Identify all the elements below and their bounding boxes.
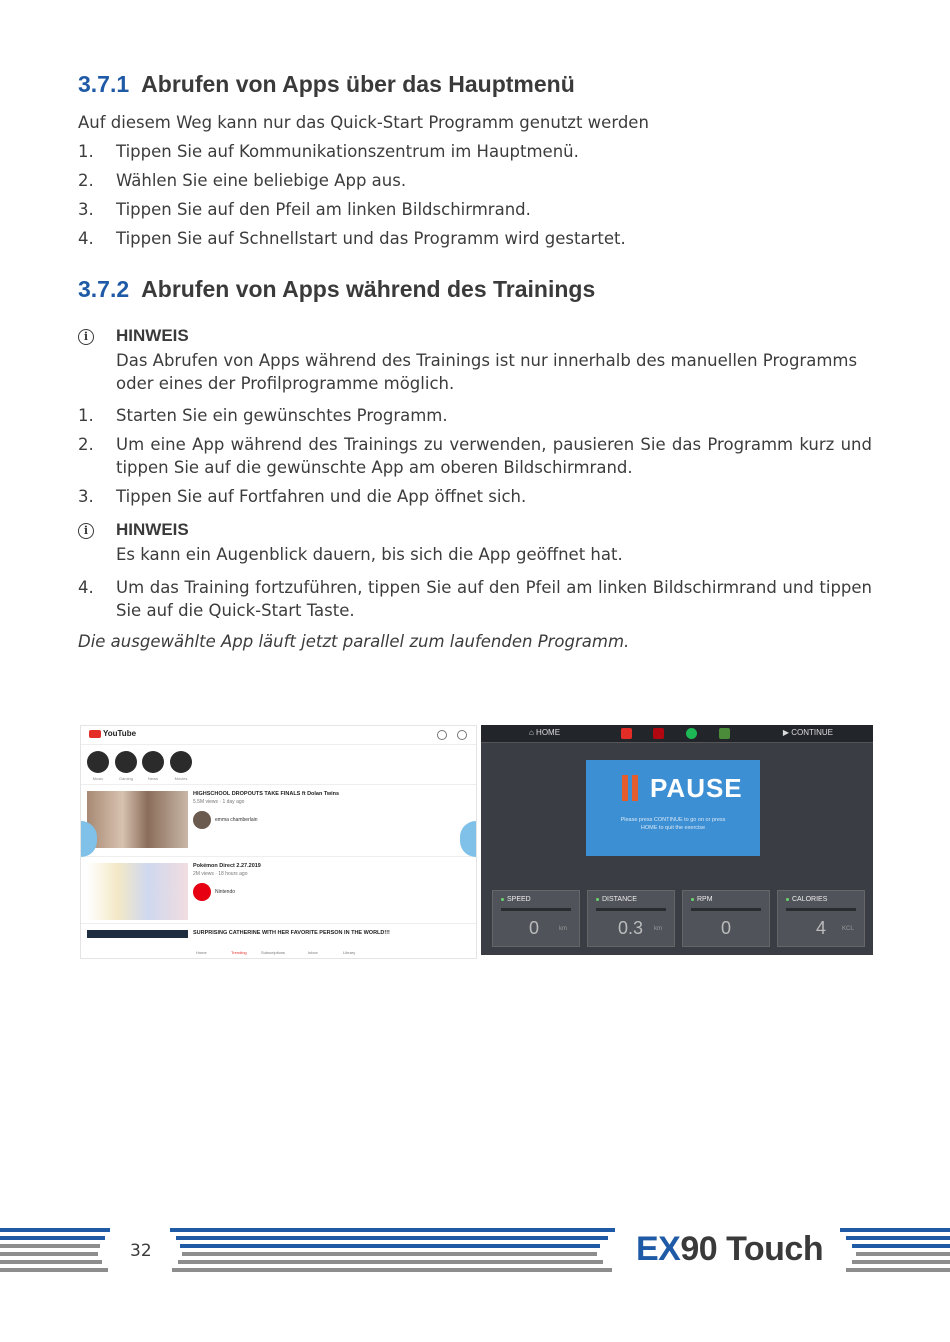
tile-divider bbox=[691, 908, 761, 911]
category-label: Movies bbox=[174, 776, 188, 781]
brand-logo bbox=[636, 1230, 823, 1269]
youtube-bottom-nav bbox=[81, 938, 476, 958]
right-stripes bbox=[840, 1228, 950, 1272]
channel-name: emma chamberlain bbox=[215, 817, 258, 823]
video-item[interactable] bbox=[81, 856, 476, 927]
list-number: 1. bbox=[78, 142, 94, 161]
tile-value: 0 bbox=[529, 918, 540, 938]
movies-category-icon[interactable] bbox=[170, 751, 192, 773]
note-text: Es kann ein Augenblick dauern, bis sich die App geöffnet hat. bbox=[116, 545, 623, 564]
pause-icon bbox=[622, 775, 628, 801]
list-number: 3. bbox=[78, 487, 94, 506]
list-text: Starten Sie ein gewünschtes Programm. bbox=[116, 406, 448, 425]
nav-home[interactable]: Home bbox=[196, 950, 207, 955]
tile-value: 4 bbox=[816, 918, 827, 938]
middle-stripes bbox=[170, 1228, 615, 1272]
list-text: Um das Training fortzuführen, tippen Sie auf den Pfeil am linken Bildschirmrand und tippen Sie auf die Quick-Start Taste. bbox=[116, 578, 872, 620]
channel-avatar[interactable] bbox=[193, 883, 211, 901]
section-title: Abrufen von Apps über das Hauptmenü bbox=[141, 71, 575, 97]
intro-text: Auf diesem Weg kann nur das Quick-Start Programm genutzt werden bbox=[78, 113, 649, 132]
account-icon[interactable] bbox=[457, 730, 467, 740]
section-number: 3.7.2 bbox=[78, 276, 130, 302]
channel-avatar[interactable] bbox=[193, 811, 211, 829]
category-label: Music bbox=[92, 776, 104, 781]
info-icon: i bbox=[78, 523, 94, 539]
list-text: Tippen Sie auf Kommunikationszentrum im Hauptmenü. bbox=[116, 142, 579, 161]
youtube-screenshot bbox=[80, 725, 477, 959]
closing-text: Die ausgewählte App läuft jetzt parallel zum laufenden Programm. bbox=[78, 632, 630, 651]
left-stripes bbox=[0, 1228, 110, 1272]
pause-subtitle: Please press CONTINUE to go on or press HOME to quit the exercise bbox=[620, 817, 726, 831]
calories-tile bbox=[777, 890, 865, 947]
list-number: 1. bbox=[78, 406, 94, 425]
nav-trending[interactable]: Trending bbox=[231, 950, 247, 955]
console-topbar bbox=[481, 725, 873, 743]
search-icon[interactable] bbox=[437, 730, 447, 740]
video-meta: 5.5M views · 1 day ago bbox=[193, 799, 245, 805]
info-icon: i bbox=[78, 329, 94, 345]
speed-tile bbox=[492, 890, 580, 947]
gaming-category-icon[interactable] bbox=[115, 751, 137, 773]
netflix-app-icon[interactable] bbox=[653, 728, 664, 739]
tile-label: DISTANCE bbox=[596, 896, 637, 903]
pause-screenshot bbox=[481, 725, 873, 955]
list-number: 2. bbox=[78, 171, 94, 190]
rpm-tile bbox=[682, 890, 770, 947]
pause-title: PAUSE bbox=[650, 773, 743, 803]
tile-label: CALORIES bbox=[786, 896, 827, 903]
tile-label: RPM bbox=[691, 896, 713, 903]
pause-icon bbox=[632, 775, 638, 801]
tile-label: SPEED bbox=[501, 896, 531, 903]
tile-value: 0.3 bbox=[618, 918, 644, 938]
section-number: 3.7.1 bbox=[78, 71, 130, 97]
tile-divider bbox=[786, 908, 856, 911]
pause-dialog bbox=[586, 760, 760, 856]
browser-app-icon[interactable] bbox=[719, 728, 730, 739]
channel-name: Nintendo bbox=[215, 889, 236, 895]
category-label: News bbox=[147, 776, 158, 781]
tile-unit: km bbox=[559, 926, 567, 932]
youtube-logo-text: YouTube bbox=[103, 729, 137, 738]
youtube-logo-icon bbox=[89, 730, 101, 738]
home-button[interactable]: ⌂ HOME bbox=[529, 728, 561, 737]
section-title: Abrufen von Apps während des Trainings bbox=[141, 276, 596, 302]
tile-divider bbox=[501, 908, 571, 911]
brand-prefix: EX bbox=[636, 1230, 681, 1268]
list-text: Tippen Sie auf Fortfahren und die App öffnet sich. bbox=[116, 487, 527, 506]
list-text: Um eine App während des Trainings zu verwenden, pausieren Sie das Programm kurz und tippen Sie auf die gewünschte App am oberen Bildschirmrand. bbox=[116, 435, 872, 477]
list-text: Tippen Sie auf Schnellstart und das Programm wird gestartet. bbox=[116, 229, 626, 248]
list-text: Wählen Sie eine beliebige App aus. bbox=[116, 171, 407, 190]
note-label: HINWEIS bbox=[116, 520, 189, 539]
list-number: 4. bbox=[78, 578, 94, 597]
list-text: Tippen Sie auf den Pfeil am linken Bildschirmrand. bbox=[116, 200, 531, 219]
tile-unit: km bbox=[654, 926, 662, 932]
section-heading-3-7-1 bbox=[78, 71, 575, 98]
video-thumbnail[interactable] bbox=[87, 791, 188, 848]
category-label: Gaming bbox=[118, 776, 133, 781]
continue-button[interactable]: ▶ CONTINUE bbox=[782, 728, 833, 737]
video-meta: 2M views · 18 hours ago bbox=[193, 871, 248, 877]
list-number: 2. bbox=[78, 435, 94, 454]
nav-inbox[interactable]: Inbox bbox=[308, 950, 318, 955]
brand-name: 90 Touch bbox=[680, 1230, 824, 1268]
note-label: HINWEIS bbox=[116, 326, 189, 345]
nav-library[interactable]: Library bbox=[343, 950, 356, 955]
video-title: Pokémon Direct 2.27.2019 bbox=[193, 863, 261, 869]
news-category-icon[interactable] bbox=[142, 751, 164, 773]
youtube-app-icon[interactable] bbox=[621, 728, 632, 739]
tile-value: 0 bbox=[721, 918, 732, 938]
video-title: SURPRISING CATHERINE WITH HER FAVORITE PERSON IN THE WORLD!!! bbox=[193, 930, 390, 936]
spotify-app-icon[interactable] bbox=[686, 728, 697, 739]
page-number: 32 bbox=[130, 1241, 152, 1261]
tile-divider bbox=[596, 908, 666, 911]
section-heading-3-7-2 bbox=[78, 276, 595, 303]
music-category-icon[interactable] bbox=[87, 751, 109, 773]
note-text: Das Abrufen von Apps während des Trainings ist nur innerhalb des manuellen Programms oder eines der Profilprogramme möglich. bbox=[116, 351, 858, 393]
video-thumbnail[interactable] bbox=[87, 863, 188, 920]
video-item[interactable] bbox=[81, 784, 476, 855]
tile-unit: KCL bbox=[842, 926, 854, 932]
distance-tile bbox=[587, 890, 675, 947]
list-number: 4. bbox=[78, 229, 94, 248]
list-number: 3. bbox=[78, 200, 94, 219]
video-title: HIGHSCHOOL DROPOUTS TAKE FINALS ft Dolan Twins bbox=[193, 791, 340, 797]
nav-subscriptions[interactable]: Subscriptions bbox=[261, 950, 286, 955]
youtube-topbar bbox=[81, 726, 476, 745]
